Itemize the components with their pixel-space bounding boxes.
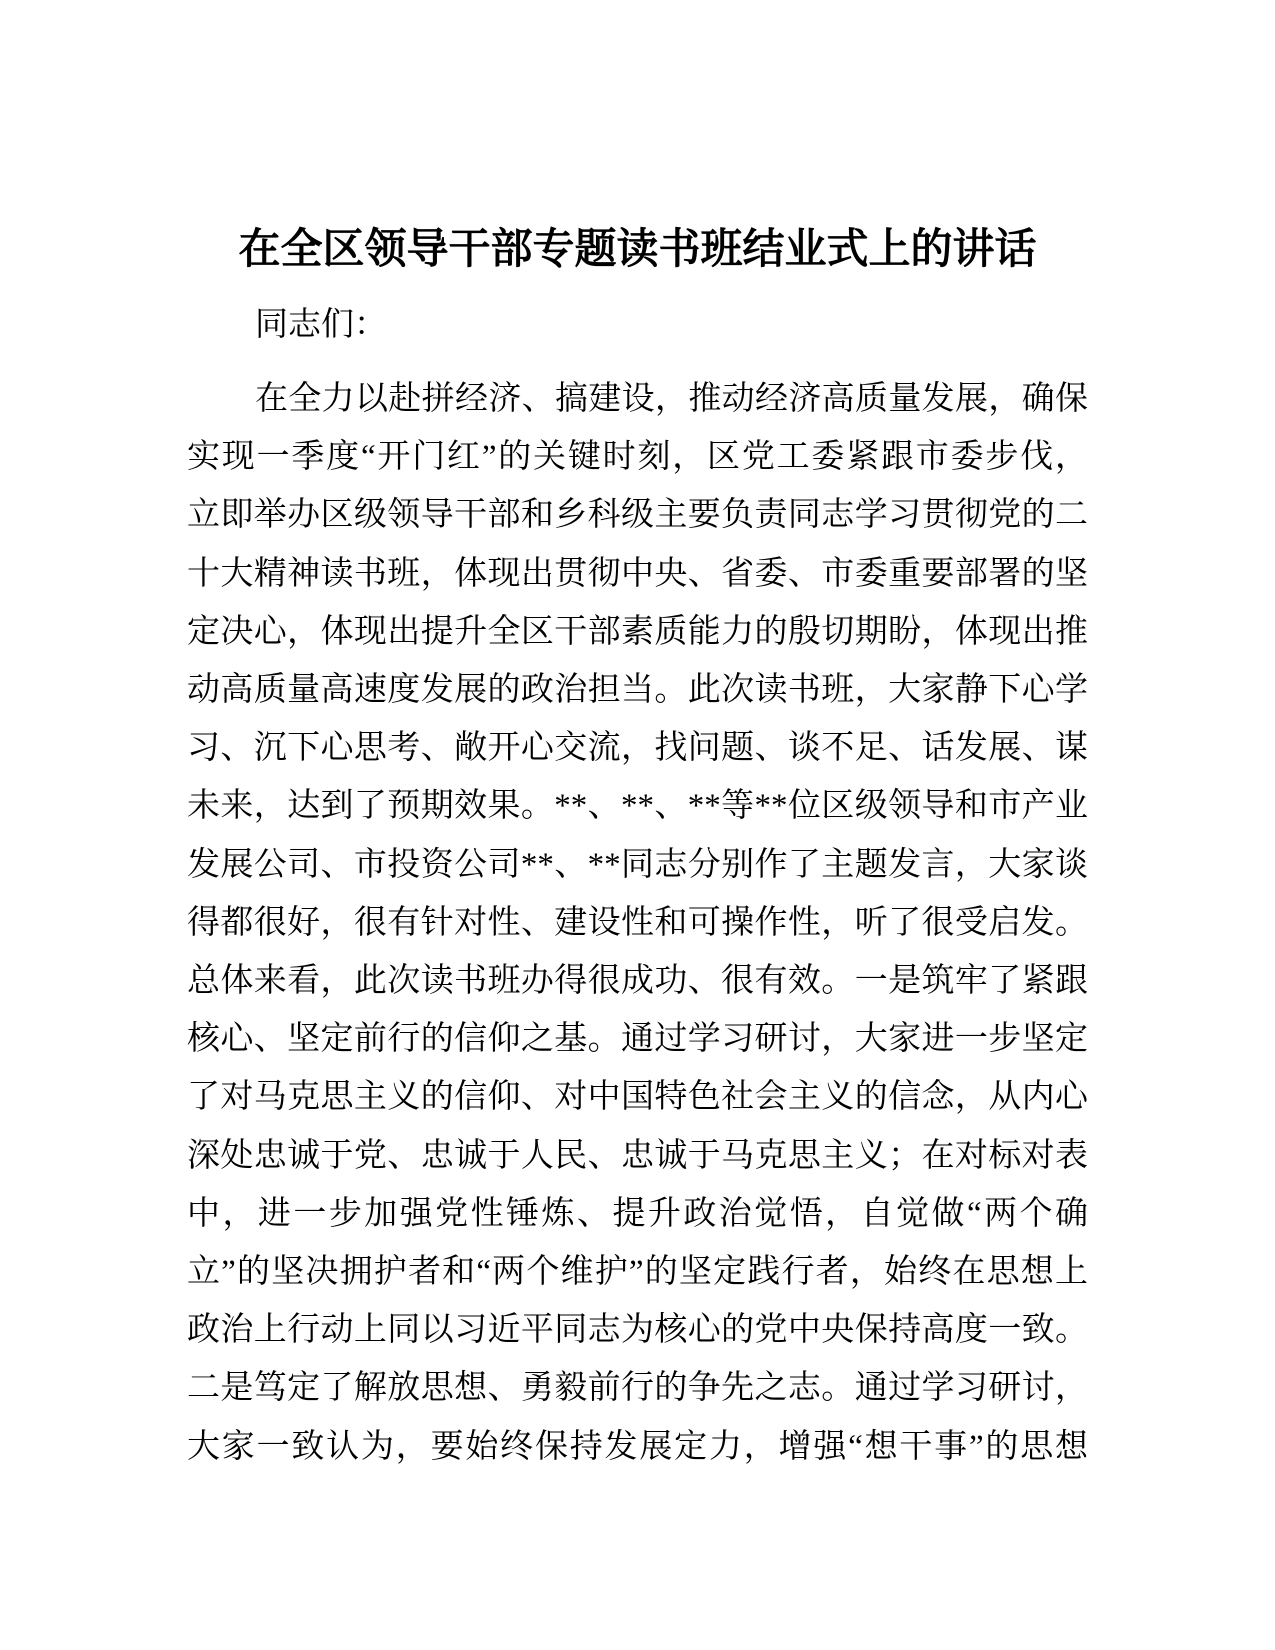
- body-text-line: 中，进一步加强党性锤炼、提升政治觉悟，自觉做“两个确: [187, 1195, 1088, 1232]
- body-text-line: 政治上行动上同以习近平同志为核心的党中央保持高度一致。: [187, 1312, 1088, 1349]
- body-text-line: 习、沉下心思考、敞开心交流，找问题、谈不足、话发展、谋: [187, 730, 1088, 767]
- body-text-line: 二是笃定了解放思想、勇毅前行的争先之志。通过学习研讨，: [187, 1370, 1088, 1407]
- body-text-line: 动高质量高速度发展的政治担当。此次读书班，大家静下心学: [187, 672, 1088, 709]
- body-text-line: 深处忠诚于党、忠诚于人民、忠诚于马克思主义；在对标对表: [187, 1137, 1088, 1174]
- body-text-line: 未来，达到了预期效果。**、**、**等**位区级领导和市产业: [187, 788, 1088, 825]
- body-text-line: 在全力以赴拼经济、搞建设，推动经济高质量发展，确保: [255, 381, 1088, 417]
- document-title: 在全区领导干部专题读书班结业式上的讲话: [238, 227, 1037, 273]
- body-text-line: 立”的坚决拥护者和“两个维护”的坚定践行者，始终在思想上: [187, 1254, 1088, 1291]
- body-text-line: 得都很好，很有针对性、建设性和可操作性，听了很受启发。: [187, 904, 1088, 941]
- body-text-line: 核心、坚定前行的信仰之基。通过学习研讨，大家进一步坚定: [187, 1021, 1088, 1058]
- body-text-line: 实现一季度“开门红”的关键时刻，区党工委紧跟市委步伐，: [187, 439, 1088, 476]
- body-text-line: 了对马克思主义的信仰、对中国特色社会主义的信念，从内心: [187, 1079, 1088, 1116]
- body-text-line: 大家一致认为，要始终保持发展定力，增强“想干事”的思想: [187, 1428, 1088, 1465]
- body-text-line: 总体来看，此次读书班办得很成功、很有效。一是筑牢了紧跟: [187, 963, 1088, 1000]
- salutation-line: 同志们：: [255, 307, 387, 343]
- body-text-line: 定决心，体现出提升全区干部素质能力的殷切期盼，体现出推: [187, 613, 1088, 650]
- body-text-line: 十大精神读书班，体现出贯彻中央、省委、市委重要部署的坚: [187, 555, 1088, 592]
- document-body-paragraph: [187, 370, 1088, 1476]
- body-text-line: 立即举办区级领导干部和乡科级主要负责同志学习贯彻党的二: [187, 497, 1088, 534]
- body-text-line: 发展公司、市投资公司**、**同志分别作了主题发言，大家谈: [187, 846, 1088, 883]
